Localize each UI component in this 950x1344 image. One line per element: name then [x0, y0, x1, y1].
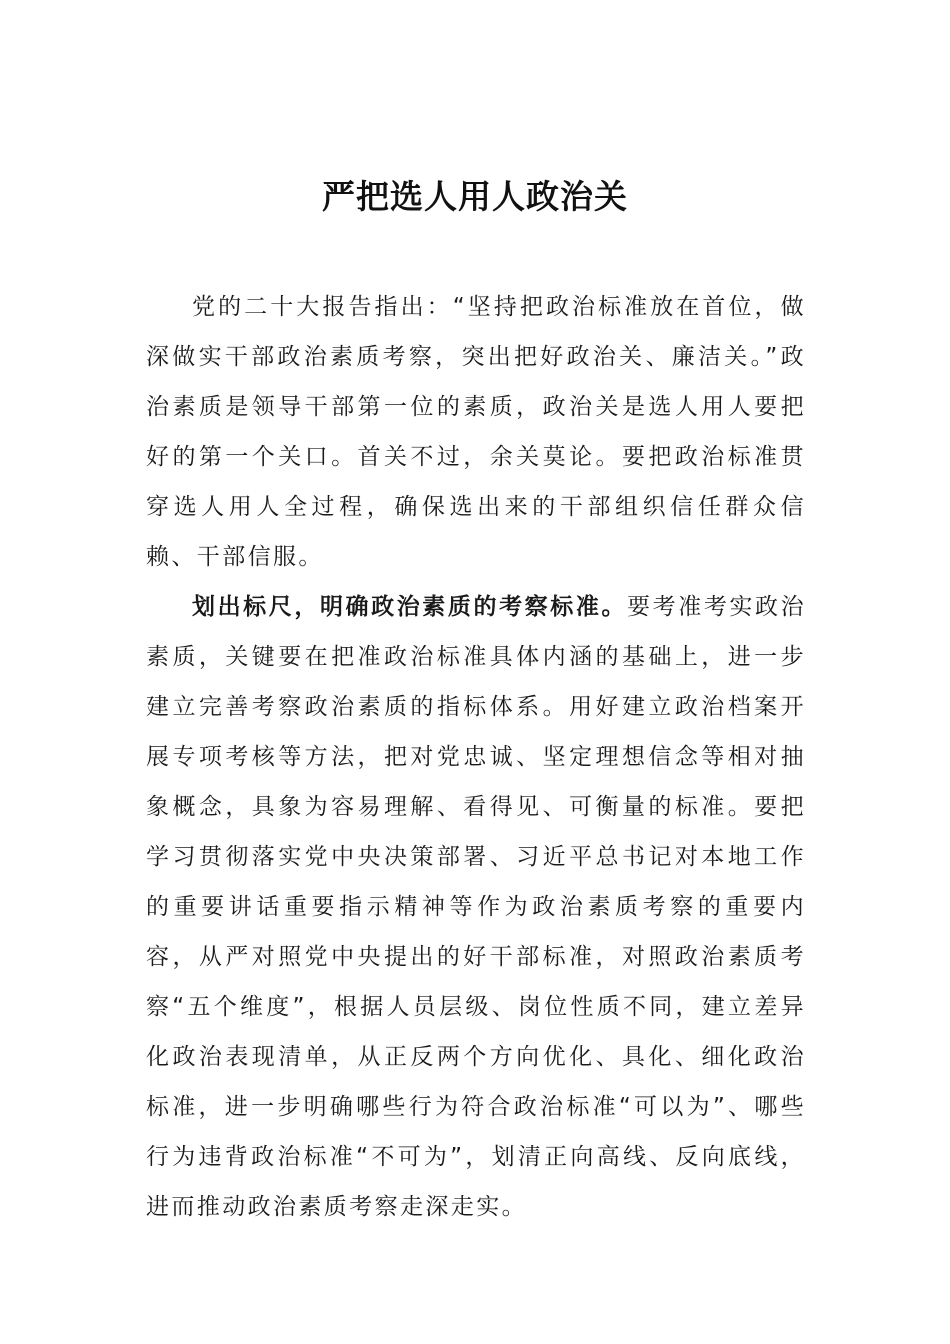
paragraph-intro: [146, 282, 806, 582]
document-title: 严把选人用人政治关: [322, 177, 628, 216]
document-body: [146, 282, 806, 1232]
paragraph-standards-text: 要考准考实政治素质，关键要在把准政治标准具体内涵的基础上，进一步建立完善考察政治素质的指标体系。用好建立政治档案开展专项考核等方法，把对党忠诚、坚定理想信念等相对抽象概念，具象为容易理解、看得见、可衡量的标准。要把学习贯彻落实党中央决策部署、习近平总书记对本地工作的重要讲话重要指示精神等作为政治素质考察的重要内容，从严对照党中央提出的好干部标准，对照政治素质考察“五个维度”，根据人员层级、岗位性质不同，建立差异化政治表现清单，从正反两个方向优化、具化、细化政治标准，进一步明确哪些行为符合政治标准“可以为”、哪些行为违背政治标准“不可为”，划清正向高线、反向底线，进而推动政治素质考察走深走实。: [146, 594, 806, 1220]
paragraph-intro-text: 党的二十大报告指出：“坚持把政治标准放在首位，做深做实干部政治素质考察，突出把好政治关、廉洁关。”政治素质是领导干部第一位的素质，政治关是选人用人要把好的第一个关口。首关不过，余关莫论。要把政治标准贯穿选人用人全过程，确保选出来的干部组织信任群众信赖、干部信服。: [146, 294, 806, 570]
paragraph-standards: [146, 582, 806, 1232]
paragraph-standards-lead: 划出标尺，明确政治素质的考察标准。: [192, 594, 628, 620]
